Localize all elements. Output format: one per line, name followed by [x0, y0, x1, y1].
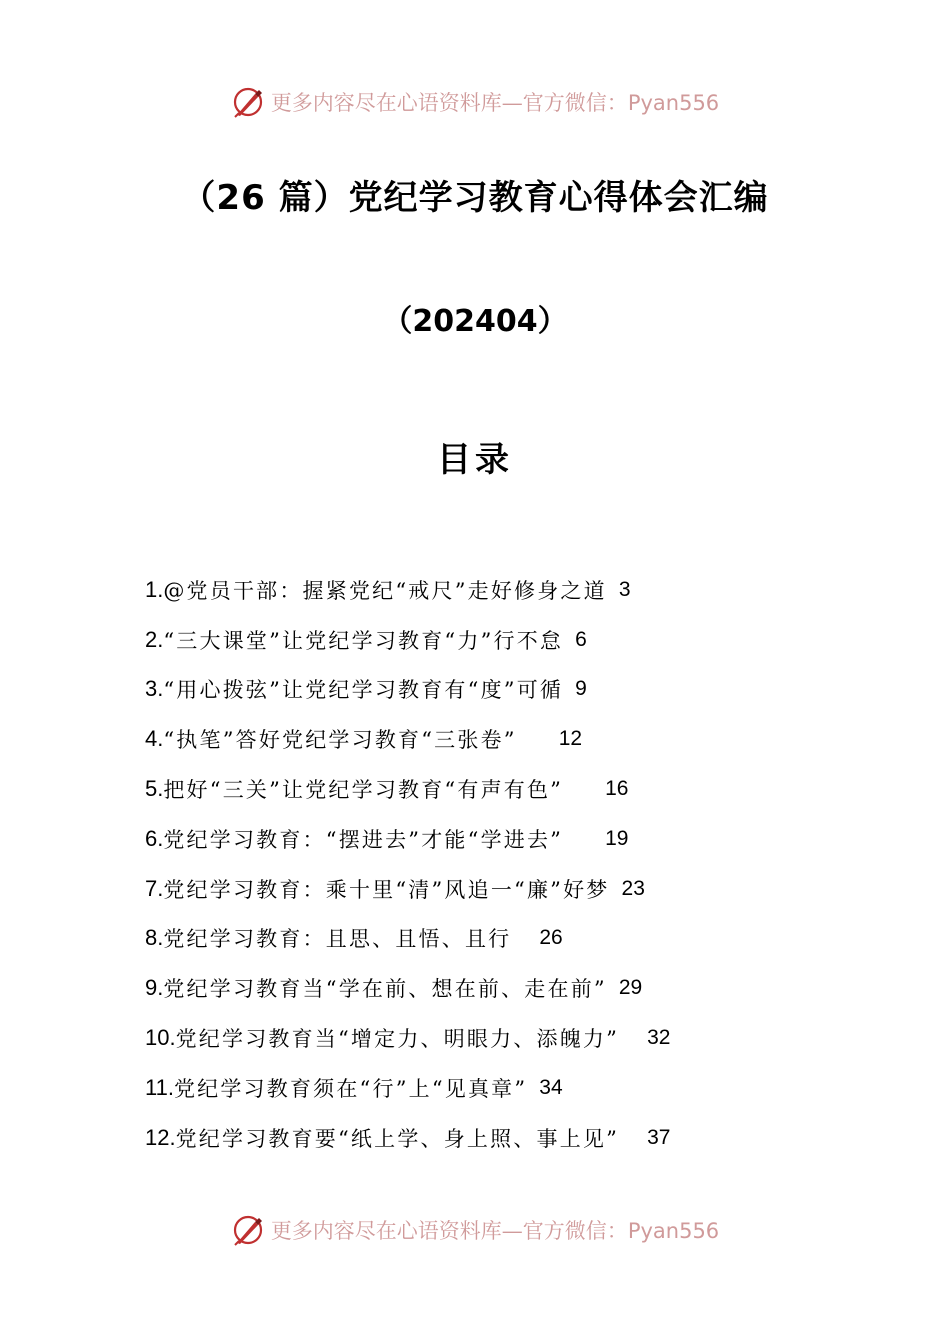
toc-entry-page: 9 [575, 677, 587, 701]
toc-entry-number: 1. [145, 576, 164, 602]
toc-entry-title: 党纪学习教育：“摆进去”才能“学进去” [163, 827, 564, 852]
toc-entry[interactable] [145, 1063, 845, 1113]
watermark-text [271, 87, 719, 117]
toc-entry-page: 34 [539, 1075, 563, 1099]
toc-entry-title: 党纪学习教育当“学在前、想在前、走在前” [163, 977, 607, 1002]
toc-entry-page: 3 [618, 577, 631, 601]
toc-entry-number: 6. [145, 825, 164, 851]
toc-entry-page: 37 [647, 1125, 671, 1149]
toc-heading: 目录 [437, 440, 513, 480]
toc-entry-number: 10. [145, 1025, 176, 1051]
toc-entry[interactable] [145, 1113, 845, 1163]
header-watermark [0, 82, 950, 122]
watermark-text-cn: 更多内容尽在心语资料库—官方微信： [270, 91, 628, 115]
toc-entry-number: 3. [145, 676, 164, 702]
toc-entry[interactable] [145, 963, 845, 1013]
toc-entry[interactable] [145, 914, 845, 964]
toc-entry[interactable] [145, 764, 845, 814]
document-subtitle: （202404） [382, 304, 568, 339]
table-of-contents [145, 565, 845, 1163]
watermark-text [271, 1215, 719, 1245]
footer-watermark [0, 1210, 950, 1250]
toc-entry-number: 4. [145, 726, 164, 752]
toc-entry-page: 29 [618, 976, 643, 1000]
toc-entry-page: 6 [575, 627, 587, 651]
toc-entry-number: 12. [145, 1124, 176, 1150]
watermark-wechat-id: Pyan556 [627, 1219, 720, 1243]
toc-entry[interactable] [145, 864, 845, 914]
toc-entry-number: 2. [145, 626, 164, 652]
toc-entry-page: 23 [621, 876, 645, 900]
toc-entry-title: @党员干部：握紧党纪“戒尺”走好修身之道 [163, 578, 607, 603]
toc-entry-title: 党纪学习教育须在“行”上“见真章” [173, 1076, 528, 1101]
pen-logo-icon [231, 85, 265, 119]
toc-entry[interactable] [145, 615, 845, 665]
pen-logo-icon [231, 1213, 265, 1247]
watermark-text-cn: 更多内容尽在心语资料库—官方微信： [270, 1219, 628, 1243]
toc-entry-page: 26 [539, 926, 563, 950]
toc-entry-title: “执笔”答好党纪学习教育“三张卷” [163, 728, 517, 753]
watermark-wechat-id: Pyan556 [627, 91, 720, 115]
toc-entry[interactable] [145, 714, 845, 764]
toc-entry-title: 党纪学习教育当“增定力、明眼力、添魄力” [175, 1027, 620, 1052]
toc-entry-page: 12 [558, 727, 583, 751]
toc-entry-page: 16 [605, 777, 629, 801]
toc-entry-title: 党纪学习教育：乘十里“清”风追一“廉”好梦 [163, 877, 610, 902]
document-title: （26 篇）党纪学习教育心得体会汇编 [181, 178, 769, 218]
toc-entry-page: 32 [647, 1026, 671, 1050]
toc-entry-title: “三大课堂”让党纪学习教育“力”行不怠 [163, 628, 564, 653]
toc-entry[interactable] [145, 665, 845, 715]
toc-entry-number: 7. [145, 875, 164, 901]
toc-entry-number: 9. [145, 975, 164, 1001]
toc-entry[interactable] [145, 814, 845, 864]
toc-entry-title: 党纪学习教育：且思、且悟、且行 [163, 927, 512, 952]
toc-entry-number: 8. [145, 925, 164, 951]
toc-entry-number: 11. [145, 1074, 174, 1100]
toc-entry-title: 党纪学习教育要“纸上学、身上照、事上见” [175, 1126, 620, 1151]
toc-entry-number: 5. [145, 776, 164, 802]
toc-entry-page: 19 [605, 826, 629, 850]
toc-entry-title: “用心拨弦”让党纪学习教育有“度”可循 [163, 678, 564, 703]
toc-entry-title: 把好“三关”让党纪学习教育“有声有色” [163, 778, 564, 803]
toc-entry[interactable] [145, 565, 845, 615]
toc-entry[interactable] [145, 1013, 845, 1063]
